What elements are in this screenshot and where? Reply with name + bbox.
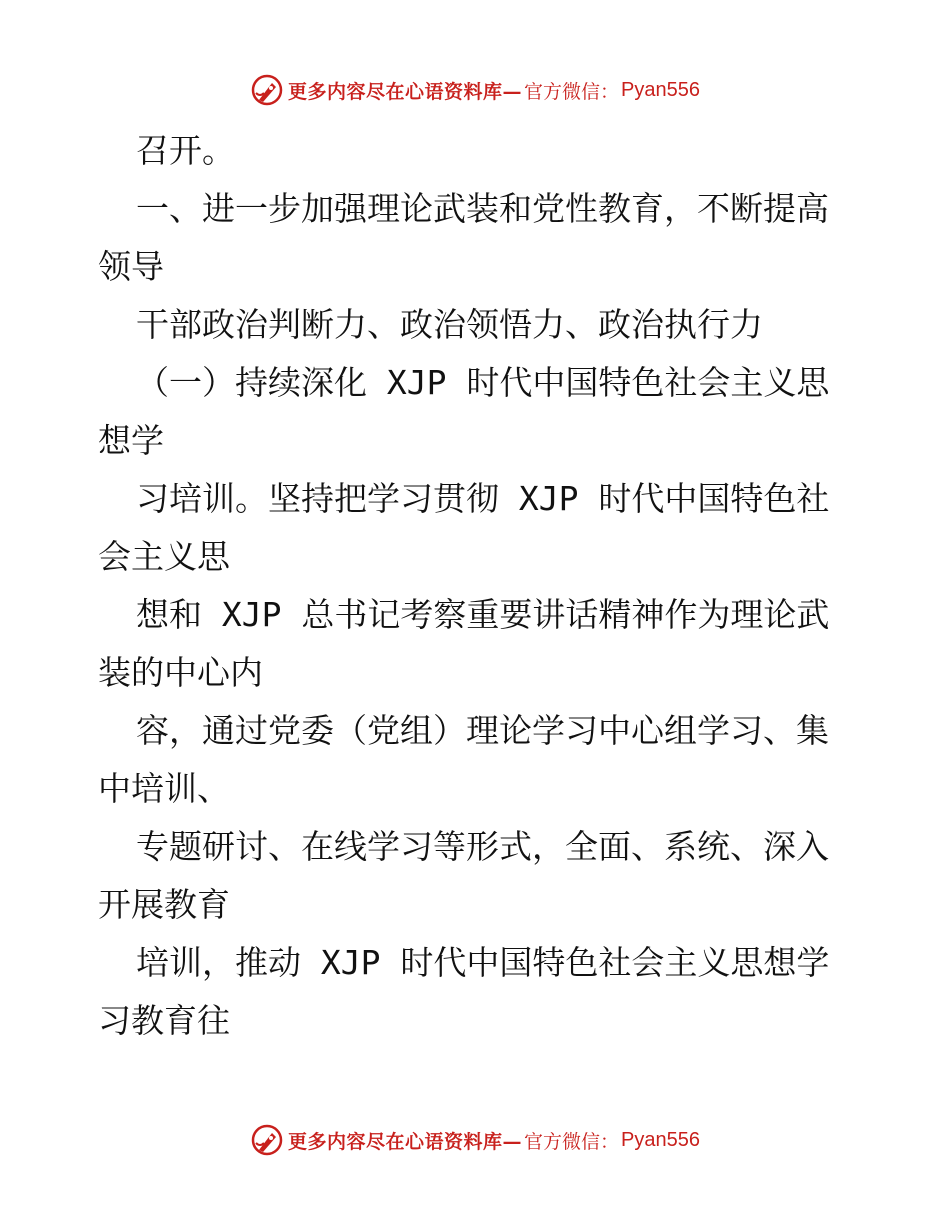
body-line: 召开。: [136, 131, 235, 170]
footer-banner: [0, 1120, 950, 1160]
body-line: 会主义思: [98, 537, 230, 576]
body-line: 装的中心内: [98, 653, 263, 692]
banner-wechat-label: 官方微信：: [524, 80, 620, 103]
body-line: 开展教育: [98, 885, 230, 924]
banner-wechat-label: 官方微信：: [524, 1130, 620, 1153]
body-line: （一）持续深化 XJP 时代中国特色社会主义思: [136, 363, 830, 402]
body-line: 习培训。坚持把学习贯彻 XJP 时代中国特色社: [136, 479, 830, 518]
banner-main-text: 更多内容尽在心语资料库—: [288, 80, 523, 103]
body-line: 一、进一步加强理论武装和党性教育，不断提高: [136, 189, 829, 228]
header-banner: [0, 70, 950, 110]
banner-main-text: 更多内容尽在心语资料库—: [288, 1130, 523, 1153]
body-line: 容，通过党委（党组）理论学习中心组学习、集: [136, 711, 829, 750]
banner-wechat-id: Pyan556: [621, 1128, 700, 1151]
body-line: 专题研讨、在线学习等形式，全面、系统、深入: [136, 827, 829, 866]
body-line: 想和 XJP 总书记考察重要讲话精神作为理论武: [136, 595, 830, 634]
pen-nib-logo-icon: [250, 73, 284, 107]
body-line: 领导: [98, 247, 164, 286]
body-line: 中培训、: [98, 769, 230, 808]
body-line: 习教育往: [98, 1001, 230, 1040]
body-line: 培训，推动 XJP 时代中国特色社会主义思想学: [136, 943, 830, 982]
pen-nib-logo-icon: [250, 1123, 284, 1157]
document-body: [98, 122, 858, 1050]
banner-wechat-id: Pyan556: [621, 78, 700, 101]
body-line: 干部政治判断力、政治领悟力、政治执行力: [136, 305, 763, 344]
body-line: 想学: [98, 421, 164, 460]
